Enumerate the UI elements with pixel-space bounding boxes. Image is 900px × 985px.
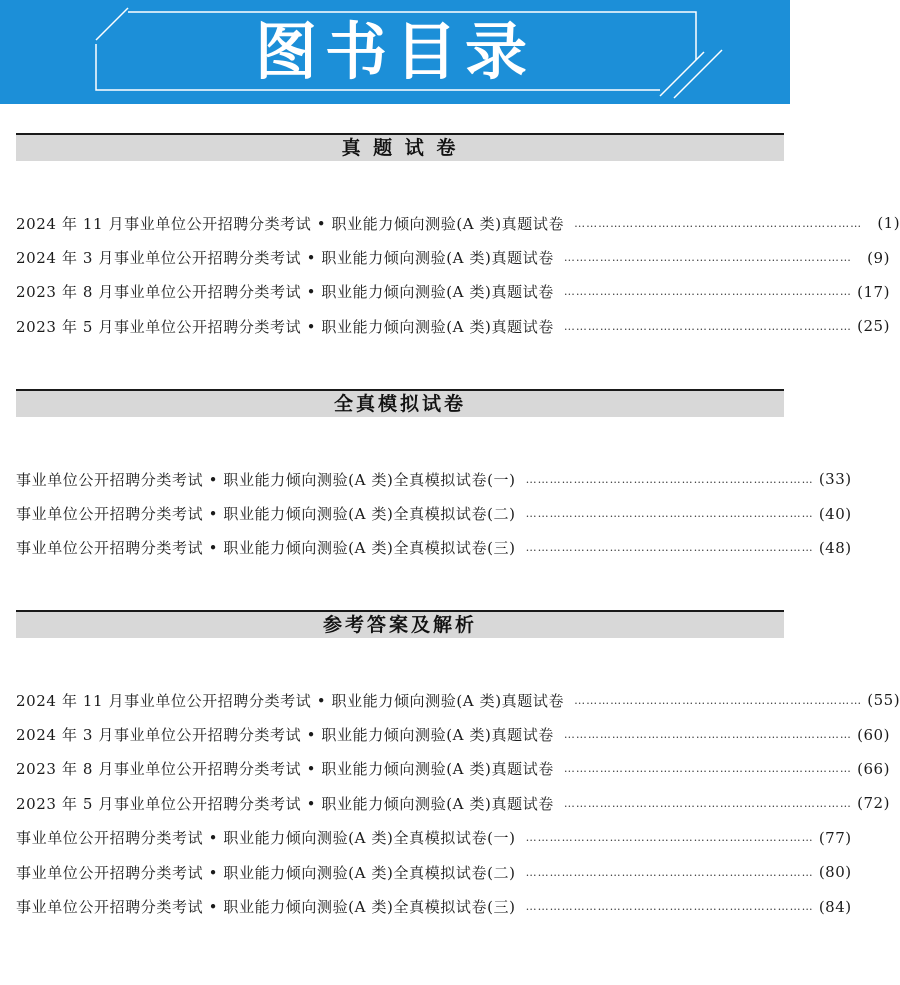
toc-entry[interactable] [16,855,852,889]
toc-entry-title: 2024 年 3 月事业单位公开招聘分类考试 • 职业能力倾向测验(A 类)真题试卷 [16,249,554,268]
toc-entry-page: (40) [818,504,852,523]
toc-entry-page: (48) [818,538,852,557]
toc-entry[interactable] [16,309,890,343]
toc-leader-dots: ……………………………………………………………… [525,507,814,521]
toc-entry-page: (77) [818,828,852,847]
toc-entry-title: 事业单位公开招聘分类考试 • 职业能力倾向测验(A 类)全真模拟试卷(二) [16,505,516,524]
toc-entry-title: 事业单位公开招聘分类考试 • 职业能力倾向测验(A 类)全真模拟试卷(三) [16,539,516,558]
header-banner [0,0,790,104]
section-heading: 全真模拟试卷 [333,393,466,415]
toc-entry-page: (33) [818,470,852,489]
toc-leader-dots: ……………………………………………………………… [574,693,863,707]
toc-entry-title: 事业单位公开招聘分类考试 • 职业能力倾向测验(A 类)全真模拟试卷(一) [16,829,516,848]
toc-entry-title: 2023 年 5 月事业单位公开招聘分类考试 • 职业能力倾向测验(A 类)真题试卷 [16,317,554,336]
toc-leader-dots: ……………………………………………………………… [525,831,814,845]
toc-entry-page: (55) [867,691,900,710]
toc-entry-title: 事业单位公开招聘分类考试 • 职业能力倾向测验(A 类)全真模拟试卷(三) [16,898,516,917]
toc-entry-title: 事业单位公开招聘分类考试 • 职业能力倾向测验(A 类)全真模拟试卷(二) [16,863,516,882]
toc-entry[interactable] [16,462,852,496]
toc-entry-title: 2023 年 8 月事业单位公开招聘分类考试 • 职业能力倾向测验(A 类)真题试卷 [16,760,554,779]
toc-leader-dots: ……………………………………………………………… [563,251,852,265]
toc-leader-dots: ……………………………………………………………… [525,541,814,555]
toc-leader-dots: ……………………………………………………………… [563,285,852,299]
toc-entry-page: (84) [818,897,852,916]
toc-entry[interactable] [16,240,890,274]
page-title: 图书目录 [254,15,535,88]
toc-entry[interactable] [16,821,852,855]
toc-list-real-exams [16,206,900,344]
toc-entry[interactable] [16,275,890,309]
toc-entry-title: 2023 年 5 月事业单位公开招聘分类考试 • 职业能力倾向测验(A 类)真题试卷 [16,794,554,813]
toc-entry[interactable] [16,206,900,240]
toc-entry-page: (17) [857,282,890,301]
toc-entry[interactable] [16,752,890,786]
section-header-answers [16,610,784,638]
section-header-mock-exams [16,389,784,417]
toc-leader-dots: ……………………………………………………………… [563,762,852,776]
toc-entry-title: 2024 年 3 月事业单位公开招聘分类考试 • 职业能力倾向测验(A 类)真题试卷 [16,726,554,745]
toc-leader-dots: ……………………………………………………………… [563,319,852,333]
toc-entry[interactable] [16,496,852,530]
toc-entry-page: (60) [857,725,890,744]
toc-entry-title: 2023 年 8 月事业单位公开招聘分类考试 • 职业能力倾向测验(A 类)真题试卷 [16,283,554,302]
toc-entry-page: (66) [857,759,890,778]
toc-entry[interactable] [16,531,852,565]
toc-leader-dots: ……………………………………………………………… [574,216,863,230]
section-heading: 真 题 试 卷 [341,137,459,159]
toc-leader-dots: ……………………………………………………………… [563,796,852,810]
toc-entry-page: (72) [857,794,890,813]
toc-entry-page: (25) [857,317,890,336]
toc-entry[interactable] [16,717,890,751]
toc-leader-dots: ……………………………………………………………… [525,900,814,914]
section-header-real-exams [16,133,784,161]
toc-leader-dots: ……………………………………………………………… [525,472,814,486]
toc-entry[interactable] [16,683,900,717]
toc-entry-title: 2024 年 11 月事业单位公开招聘分类考试 • 职业能力倾向测验(A 类)真题试卷 [16,214,565,233]
toc-leader-dots: ……………………………………………………………… [525,865,814,879]
toc-entry[interactable] [16,889,852,923]
toc-entry-title: 事业单位公开招聘分类考试 • 职业能力倾向测验(A 类)全真模拟试卷(一) [16,470,516,489]
toc-list-mock-exams [16,462,852,565]
toc-list-answers [16,683,900,924]
toc-entry[interactable] [16,786,890,820]
toc-entry-title: 2024 年 11 月事业单位公开招聘分类考试 • 职业能力倾向测验(A 类)真题试卷 [16,691,565,710]
section-heading: 参考答案及解析 [322,614,477,636]
toc-entry-page: (1) [877,214,900,233]
toc-entry-page: (80) [818,863,852,882]
toc-entry-page: (9) [867,248,890,267]
toc-leader-dots: ……………………………………………………………… [563,728,852,742]
